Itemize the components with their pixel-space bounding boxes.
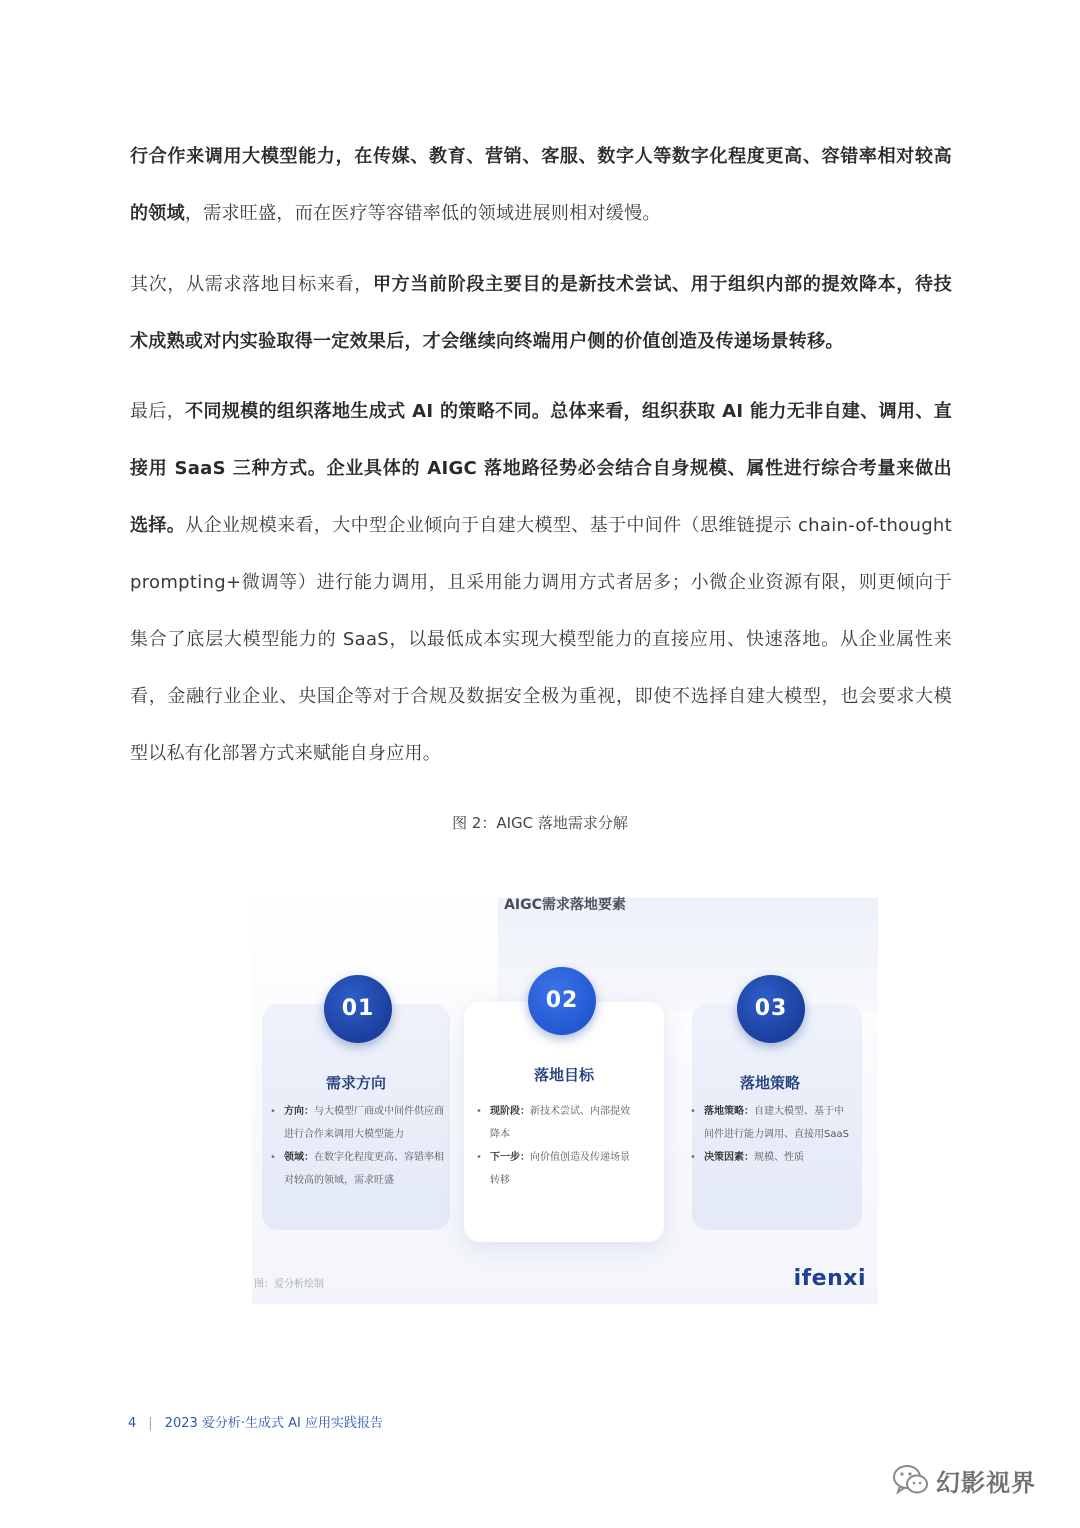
figure-title: AIGC需求落地要素	[504, 897, 626, 913]
bullet-key: 领域：	[284, 1152, 314, 1163]
bullet-item	[270, 1100, 446, 1146]
ifenxi-logo: ifenxi	[793, 1266, 866, 1291]
bullet-item	[270, 1146, 446, 1192]
paragraph-segment: 甲方当前阶段主要目的是新技术尝试、用于组织内部的提效降本，待技术成熟或对内实验取得一定效果后，才会继续向终端用户侧的价值创造及传递场景转移。	[130, 274, 952, 352]
report-title: 2023 爱分析·生成式 AI 应用实践报告	[164, 1416, 384, 1431]
card-title: 落地目标	[533, 1066, 594, 1084]
card-number-badge: 03	[737, 975, 805, 1043]
bullet-text: 自建大模型、基于中间件进行能力调用、直接用SaaS	[704, 1106, 849, 1140]
bullet-text: 新技术尝试、内部提效降本	[490, 1106, 630, 1140]
card-bullet-list	[690, 1100, 850, 1169]
paragraph-segment: 不同规模的组织落地生成式 AI 的策略不同。总体来看，组织获取 AI 能力无非自建、调用、直接用 SaaS 三种方式。企业具体的 AIGC 落地路径势必会结合自身规模、属性进行综合考量来做出选择。	[130, 401, 952, 536]
card-number-badge: 02	[528, 967, 596, 1035]
footer-separator: |	[148, 1416, 153, 1431]
card-bullet-list	[270, 1100, 446, 1192]
watermark-text: 幻影视界	[936, 1468, 1036, 1497]
figure-source: 图：爱分析绘制	[254, 1279, 324, 1290]
bullet-key: 方向：	[284, 1106, 314, 1117]
bullet-key: 落地策略：	[704, 1106, 754, 1117]
watermark	[892, 1460, 1036, 1500]
page-number: 4	[128, 1416, 137, 1431]
bullet-item	[690, 1146, 850, 1169]
bullet-item	[476, 1100, 636, 1146]
figure-caption: 图 2：AIGC 落地需求分解	[452, 814, 628, 832]
page-footer	[128, 1412, 383, 1431]
card-bullet-list	[476, 1100, 636, 1192]
paragraph-segment: 从企业规模来看，大中型企业倾向于自建大模型、基于中间件（思维链提示 chain-of-thought prompting+微调等）进行能力调用，且采用能力调用方式者居多；小微企业资源有限，则更倾向于集合了底层大模型能力的 SaaS，以最低成本实现大模型能力的直接应用、快速落地。从企业属性来看，金融行业企业、央国企等对于合规及数据安全极为重视，即使不选择自建大模型，也会要求大模型以私有化部署方式来赋能自身应用。	[130, 515, 952, 764]
card-title: 落地策略	[739, 1074, 800, 1092]
paragraph-3	[130, 383, 952, 782]
paragraph-1	[130, 128, 952, 242]
wechat-icon	[892, 1463, 930, 1497]
bullet-key: 决策因素：	[704, 1152, 754, 1163]
bullet-text: 与大模型厂商或中间件供应商进行合作来调用大模型能力	[284, 1106, 444, 1140]
paragraph-segment: 其次，从需求落地目标来看，	[130, 274, 373, 295]
paragraph-segment: 行合作来调用大模型能力，在传媒、教育、营销、客服、数字人等数字化程度更高、容错率相对较高的领域	[130, 146, 952, 224]
card-number-badge: 01	[324, 975, 392, 1043]
bullet-item	[690, 1100, 850, 1146]
paragraph-segment: 最后，	[130, 401, 186, 422]
paragraph-2	[130, 256, 952, 370]
bullet-text: 规模、性质	[754, 1152, 804, 1163]
paragraph-segment: ，需求旺盛，而在医疗等容错率低的领域进展则相对缓慢。	[184, 203, 661, 224]
bullet-item	[476, 1146, 636, 1192]
bullet-key: 下一步：	[490, 1152, 530, 1163]
figure-aigc-elements	[252, 882, 878, 1304]
bullet-text: 在数字化程度更高、容错率相对较高的领域，需求旺盛	[284, 1152, 444, 1186]
bullet-key: 现阶段：	[490, 1106, 530, 1117]
card-title: 需求方向	[325, 1074, 386, 1092]
bullet-text: 向价值创造及传递场景转移	[490, 1152, 630, 1186]
